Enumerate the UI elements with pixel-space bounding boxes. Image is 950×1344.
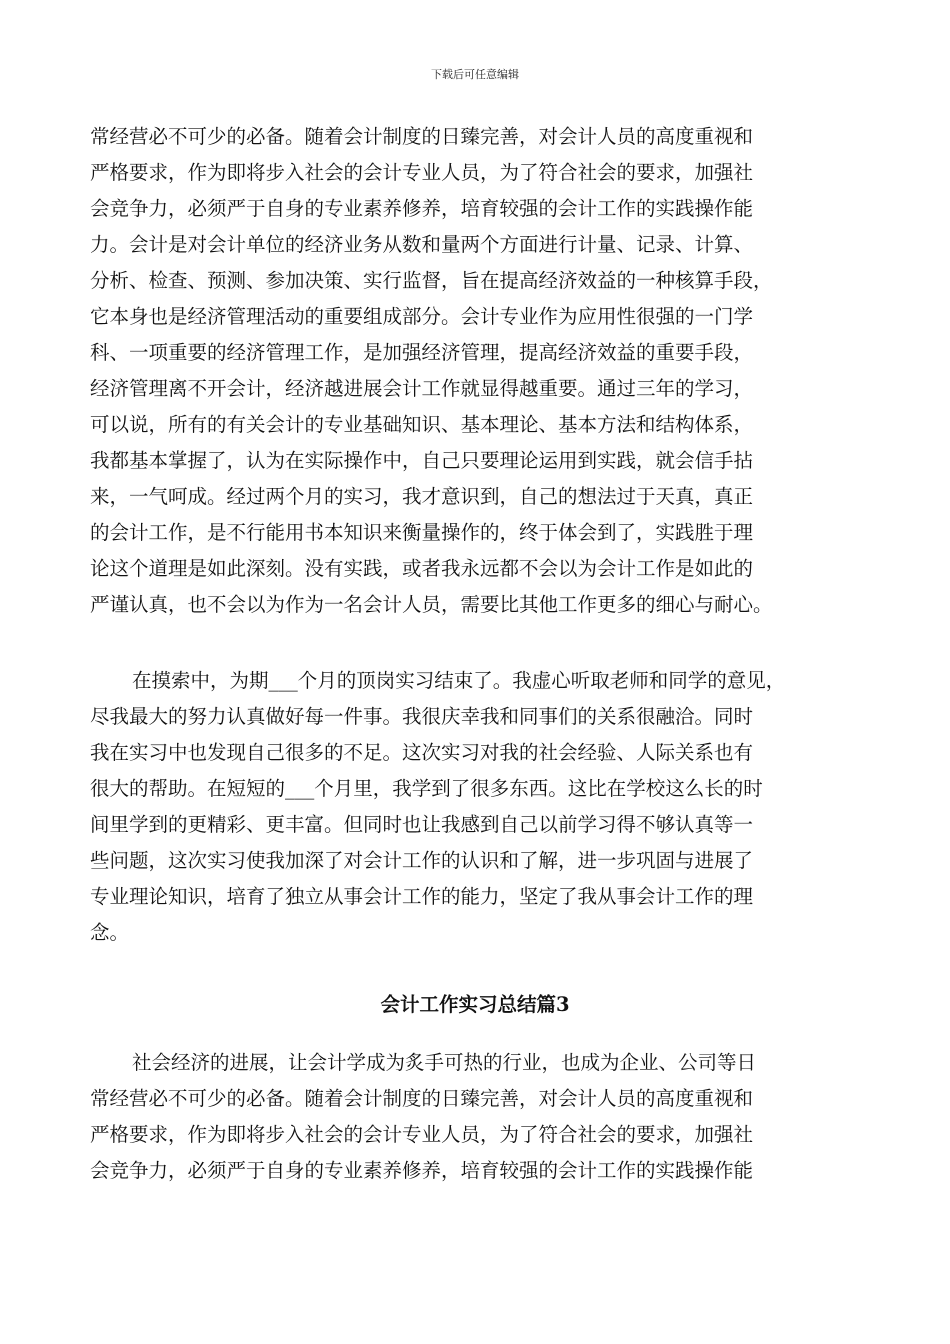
paragraph-1: [90, 119, 865, 623]
text-line: 间里学到的更精彩、更丰富。但同时也让我感到自己以前学习得不够认真等一: [90, 813, 754, 836]
text-line: 来，一气呵成。经过两个月的实习，我才意识到，自己的想法过于天真，真正: [90, 485, 754, 508]
text-line: 常经营必不可少的必备。随着会计制度的日臻完善，对会计人员的高度重视和: [90, 1087, 754, 1110]
text-line: 经济管理离不开会计，经济越进展会计工作就显得越重要。通过三年的学习，: [90, 377, 754, 400]
text-line: 念。: [90, 921, 130, 944]
text-line: 它本身也是经济管理活动的重要组成部分。会计专业作为应用性很强的一门学: [90, 305, 754, 328]
text-line: 分析、检查、预测、参加决策、实行监督，旨在提高经济效益的一种核算手段，: [90, 269, 773, 292]
text-line: 严格要求，作为即将步入社会的会计专业人员，为了符合社会的要求，加强社: [90, 161, 754, 184]
text-line: 力。会计是对会计单位的经济业务从数和量两个方面进行计量、记录、计算、: [90, 233, 754, 256]
text-line: 常经营必不可少的必备。随着会计制度的日臻完善，对会计人员的高度重视和: [90, 125, 754, 148]
text-line: 严格要求，作为即将步入社会的会计专业人员，为了符合社会的要求，加强社: [90, 1123, 754, 1146]
text-line: 我在实习中也发现自己很多的不足。这次实习对我的社会经验、人际关系也有: [90, 741, 754, 764]
text-line: 些问题，这次实习使我加深了对会计工作的认识和了解，进一步巩固与进展了: [90, 849, 754, 872]
section-heading: 会计工作实习总结篇3: [380, 993, 570, 1016]
text-line: 可以说，所有的有关会计的专业基础知识、基本理论、基本方法和结构体系，: [90, 413, 754, 436]
paragraph-3: [90, 1045, 865, 1189]
text-line: 专业理论知识，培育了独立从事会计工作的能力，坚定了我从事会计工作的理: [90, 885, 754, 908]
text-line-first: 社会经济的进展，让会计学成为炙手可热的行业，也成为企业、公司等日: [132, 1051, 757, 1074]
text-line-first: 在摸索中，为期___个月的顶岗实习结束了。我虚心听取老师和同学的意见，: [132, 669, 786, 692]
text-line: 会竞争力，必须严于自身的专业素养修养，培育较强的会计工作的实践操作能: [90, 1159, 754, 1182]
text-line: 科、一项重要的经济管理工作，是加强经济管理，提高经济效益的重要手段，: [90, 341, 754, 364]
text-line: 论这个道理是如此深刻。没有实践，或者我永远都不会以为会计工作是如此的: [90, 557, 754, 580]
paragraph-2: [90, 663, 865, 951]
text-line: 的会计工作，是不行能用书本知识来衡量操作的，终于体会到了，实践胜于理: [90, 521, 754, 544]
text-line: 会竞争力，必须严于自身的专业素养修养，培育较强的会计工作的实践操作能: [90, 197, 754, 220]
text-line: 我都基本掌握了，认为在实际操作中，自己只要理论运用到实践，就会信手拈: [90, 449, 754, 472]
header-note: 下载后可任意编辑: [431, 68, 519, 81]
text-line: 尽我最大的努力认真做好每一件事。我很庆幸我和同事们的关系很融洽。同时: [90, 705, 754, 728]
text-line: 严谨认真，也不会以为作为一名会计人员，需要比其他工作更多的细心与耐心。: [90, 593, 773, 616]
text-line: 很大的帮助。在短短的___个月里，我学到了很多东西。这比在学校这么长的时: [90, 777, 763, 800]
